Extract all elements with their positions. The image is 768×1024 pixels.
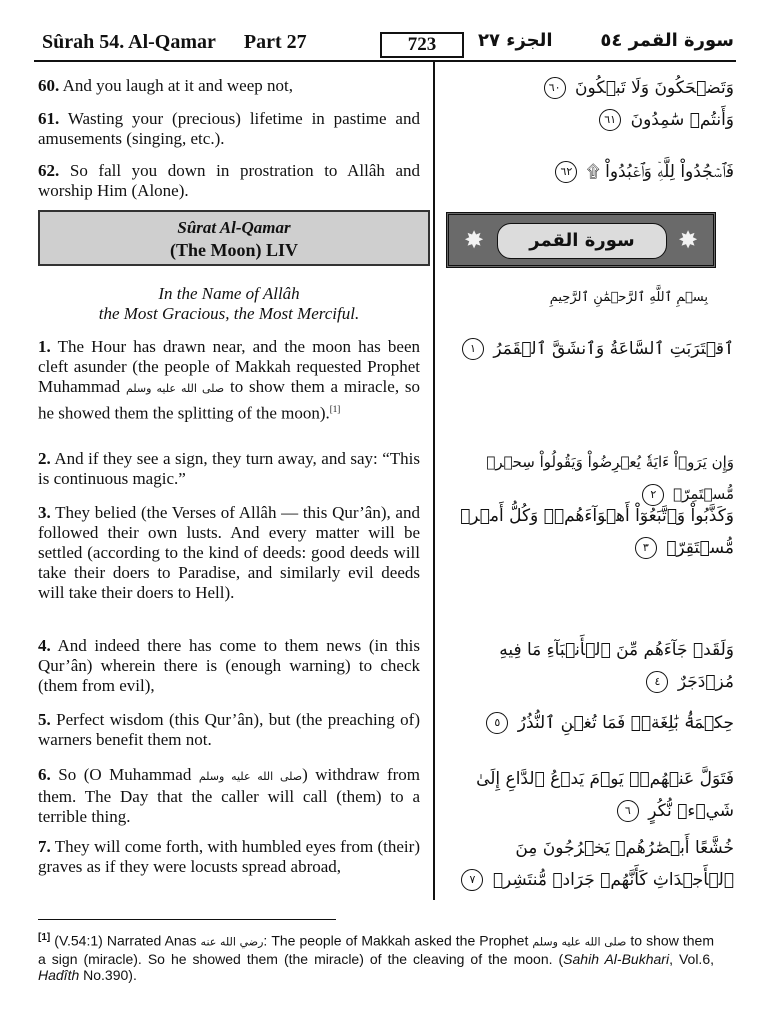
- verse-62-english: 62. So fall you down in prostration to Allâh and worship Him (Alone).: [38, 161, 421, 200]
- verse-62-arabic: فَٱسۡجُدُواْ لِلَّهِۤ وَٱعۡبُدُواْ ۩ ٦٢: [444, 156, 734, 188]
- verse-2-arabic: وَإِن يَرَوۡاْ ءَايَةٗ يُعۡرِضُواْ وَيَقُولُواْ سِحۡرٞ مُّسۡتَمِرّٞ ٢: [434, 446, 734, 510]
- verse-3-arabic: وَكَذَّبُواْ وَٱتَّبَعُوٓاْ أَهۡوَآءَهُمۡۚ وَكُلُّ أَمۡرٖ مُّسۡتَقِرّٞ ٣: [460, 506, 734, 558]
- surah-title-box: [38, 210, 430, 266]
- footnote-ref: [1]: [329, 404, 341, 414]
- ayah-mark: ٤: [646, 671, 668, 693]
- footnote: [1] (V.54:1) Narrated Anas رضي الله عنه: The people of Makkah asked the Prophet صلى الله عليه وسلم to show them a sign (miracle). So he showed them (the miracle) of the cleaving of the moon. (Sahih Al-Bukhari, Vol.6, Hadîth No.390).: [38, 932, 714, 983]
- verse-7-english: 7. They will come forth, with humbled eyes from (their) graves as if they were locusts spread abroad,: [38, 837, 420, 876]
- basmala-arabic: بِسۡمِ ٱللَّهِ ٱلرَّحۡمَٰنِ ٱلرَّحِيمِ: [549, 290, 708, 305]
- header-rule: [34, 60, 736, 62]
- ayah-mark: ٧: [461, 869, 483, 891]
- surah-name: Sûrah 54. Al-Qamar: [42, 31, 216, 53]
- verse-61-arabic: وَأَنتُمۡ سَٰمِدُونَ ٦١: [444, 104, 734, 136]
- verse-1-arabic: ٱقۡتَرَبَتِ ٱلسَّاعَةُ وَٱنشَقَّ ٱلۡقَمَرُ ١: [444, 333, 734, 365]
- verse-60-arabic: وَتَضۡحَكُونَ وَلَا تَبۡكُونَ ٦٠: [444, 72, 734, 104]
- verse-7-arabic: خُشَّعًا أَبۡصَٰرُهُمۡ يَخۡرُجُونَ مِنَ ٱلۡأَجۡدَاثِ كَأَنَّهُمۡ جَرَادٞ مُّنتَشِرٞ ٧: [444, 832, 734, 896]
- arabic-surah-ornament: [446, 212, 716, 268]
- header-title: [42, 31, 307, 54]
- surah-title-name: Sûrat Al-Qamar: [177, 218, 291, 237]
- arabic-part-label: الجزء ٢٧: [478, 30, 553, 51]
- verse-3-english: 3. They belied (the Verses of Allâh — this Qur’ân), and followed their own lusts. And every matter will be settled (according to the kind of deeds: good deeds will take their doers to Paradise, and similarly evil deeds will take their doers to Hell).: [38, 503, 420, 602]
- ayah-mark: ٢: [642, 484, 664, 506]
- verse-60-english: 60. And you laugh at it and weep not,: [38, 76, 293, 95]
- arabic-surah-title: سورة القمر: [497, 223, 667, 259]
- ornament-star-icon: ✸: [463, 228, 485, 254]
- verse-5-english: 5. Perfect wisdom (this Qur’ân), but (the preaching of) warners benefit them not.: [38, 710, 420, 749]
- page-header: [34, 30, 734, 58]
- verse-1-english: 1. The Hour has drawn near, and the moon has been cleft asunder (the people of Makkah requested Prophet Muhammad صلى الله عليه وسلم to show them a miracle, so he showed them the splitting of the moon).[1]: [38, 337, 421, 423]
- part-label: Part 27: [243, 31, 307, 53]
- honorific: صلى الله عليه وسلم: [125, 382, 225, 395]
- verse-4-english: 4. And indeed there has come to them news (in this Qur’ân) wherein there is (enough warning) to check (them from evil),: [38, 636, 421, 695]
- ayah-mark: ١: [462, 338, 484, 360]
- surah-title-subtitle: (The Moon) LIV: [169, 240, 298, 260]
- page-number: 723: [380, 32, 464, 58]
- verse-4-arabic: وَلَقَدۡ جَآءَهُم مِّنَ ٱلۡأَنۢبَآءِ مَا فِيهِ مُزۡدَجَرٌ ٤: [499, 640, 734, 692]
- ayah-mark: ٥: [486, 712, 508, 734]
- honorific: رضي الله عنه: [200, 935, 264, 949]
- ayah-mark: ٦٠: [544, 77, 566, 99]
- verse-6-english: 6. So (O Muhammad صلى الله عليه وسلم) withdraw from them. The Day that the caller will call (them) to a terrible thing.: [38, 765, 421, 826]
- verse-5-arabic: حِكۡمَةُۢ بَٰلِغَةٞۖ فَمَا تُغۡنِ ٱلنُّذُرُ ٥: [444, 707, 734, 739]
- verse-61-english: 61. Wasting your (precious) lifetime in pastime and amusements (singing, etc.).: [38, 109, 420, 148]
- honorific: صلى الله عليه وسلم: [532, 935, 627, 949]
- ayah-mark: ٣: [635, 537, 657, 559]
- arabic-surah-label: سورة القمر ٥٤: [600, 30, 734, 51]
- ayah-mark: ٦١: [599, 109, 621, 131]
- honorific: صلى الله عليه وسلم: [198, 770, 303, 783]
- ornament-star-icon: ✸: [677, 228, 699, 254]
- ayah-mark: ٦: [617, 800, 639, 822]
- footnote-rule: [38, 919, 336, 920]
- basmala-english: In the Name of Allâh the Most Gracious, the Most Merciful.: [98, 284, 360, 323]
- verse-2-english: 2. And if they see a sign, they turn away, and say: “This is continuous magic.”: [38, 449, 421, 488]
- verse-6-arabic: فَتَوَلَّ عَنۡهُمۡۘ يَوۡمَ يَدۡعُ ٱلدَّاعِ إِلَىٰ شَيۡءٖ نُّكُرٍ ٦: [476, 769, 734, 821]
- ayah-mark: ٦٢: [555, 161, 577, 183]
